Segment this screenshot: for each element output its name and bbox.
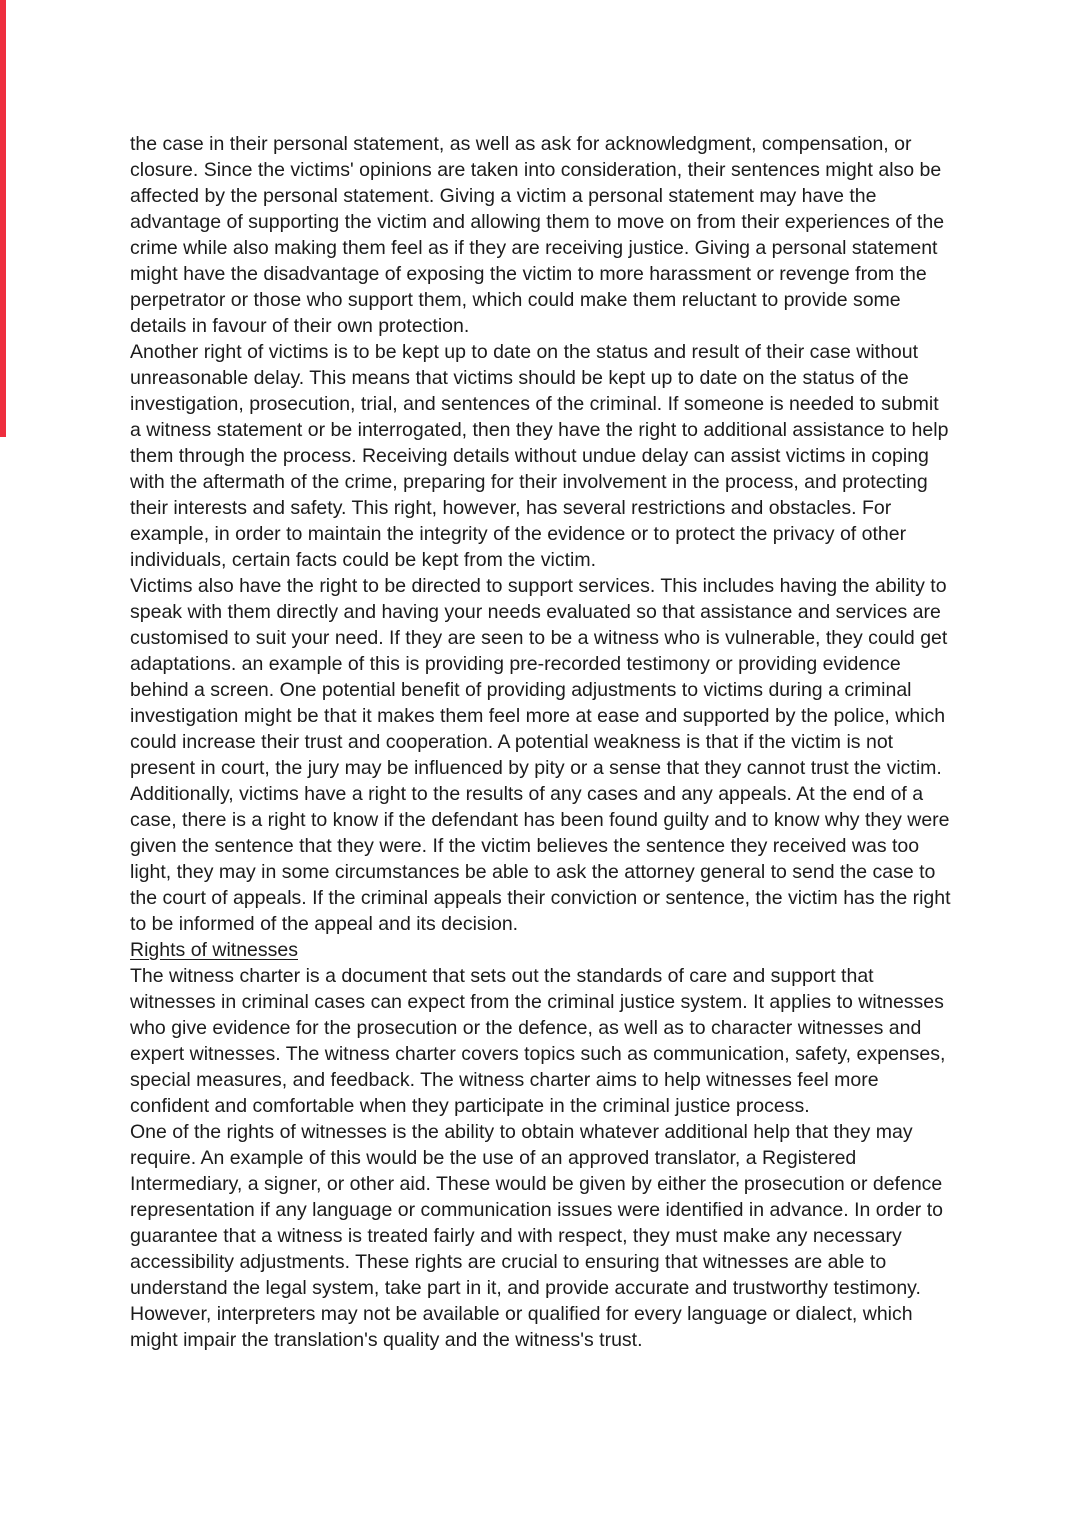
- paragraph-witness-charter: The witness charter is a document that sets out the standards of care and support that witnesses in criminal cases can expect from the criminal justice system. It applies to witnesses who give evidence for the prosecution or the defence, as well as to character witnesses and expert witnesses. The witness charter covers topics such as communication, safety, expenses, special measures, and feedback. The witness charter aims to help witnesses feel more confident and comfortable when they participate in the criminal justice process.: [130, 965, 946, 1117]
- document-text: [130, 131, 954, 1353]
- paragraph-case-status-updates: Another right of victims is to be kept up to date on the status and result of their case without unreasonable delay. This means that victims should be kept up to date on the status of the investigation, prosecution, trial, and sentences of the criminal. If someone is needed to submit a witness statement or be interrogated, then they have the right to additional assistance to help them through the process. Receiving details without undue delay can assist victims in coping with the aftermath of the crime, preparing for their involvement in the process, and protecting their interests and safety. This right, however, has several restrictions and obstacles. For example, in order to maintain the integrity of the evidence or to protect the privacy of other individuals, certain facts could be kept from the victim.: [130, 341, 949, 571]
- red-edge-marker: [0, 0, 6, 437]
- paragraph-personal-statement: the case in their personal statement, as well as ask for acknowledgment, compensation, or closure. Since the victims' opinions are taken into consideration, their sentences might also be affected by the personal statement. Giving a victim a personal statement may have the advantage of supporting the victim and allowing them to move on from their experiences of the crime while also making them feel as if they are receiving justice. Giving a personal statement might have the disadvantage of exposing the victim to more harassment or revenge from the perpetrator or those who support them, which could make them reluctant to provide some details in favour of their own protection.: [130, 133, 945, 337]
- paragraph-support-services: Victims also have the right to be directed to support services. This includes having the ability to speak with them directly and having your needs evaluated so that assistance and services are customised to suit your need. If they are seen to be a witness who is vulnerable, they could get adaptations. an example of this is providing pre-recorded testimony or providing evidence behind a screen. One potential benefit of providing adjustments to victims during a criminal investigation might be that it makes them feel more at ease and supported by the police, which could increase their trust and cooperation. A potential weakness is that if the victim is not present in court, the jury may be influenced by pity or a sense that they cannot trust the victim.: [130, 575, 948, 779]
- section-heading-rights-of-witnesses: Rights of witnesses: [130, 939, 298, 961]
- paragraph-case-results-appeals: Additionally, victims have a right to the results of any cases and any appeals. At the end of a case, there is a right to know if the defendant has been found guilty and to know why they were given the sentence that they were. If the victim believes the sentence they received was too light, they may in some circumstances be able to ask the attorney general to send the case to the court of appeals. If the criminal appeals their conviction or sentence, the victim has the right to be informed of the appeal and its decision.: [130, 783, 951, 935]
- paragraph-witness-additional-help: One of the rights of witnesses is the ability to obtain whatever additional help that they may require. An example of this would be the use of an approved translator, a Registered Intermediary, a signer, or other aid. These would be given by either the prosecution or defence representation if any language or communication issues were identified in advance. In order to guarantee that a witness is treated fairly and with respect, they must make any necessary accessibility adjustments. These rights are crucial to ensuring that witnesses are able to understand the legal system, take part in it, and provide accurate and trustworthy testimony. However, interpreters may not be available or qualified for every language or dialect, which might impair the translation's quality and the witness's trust.: [130, 1121, 943, 1351]
